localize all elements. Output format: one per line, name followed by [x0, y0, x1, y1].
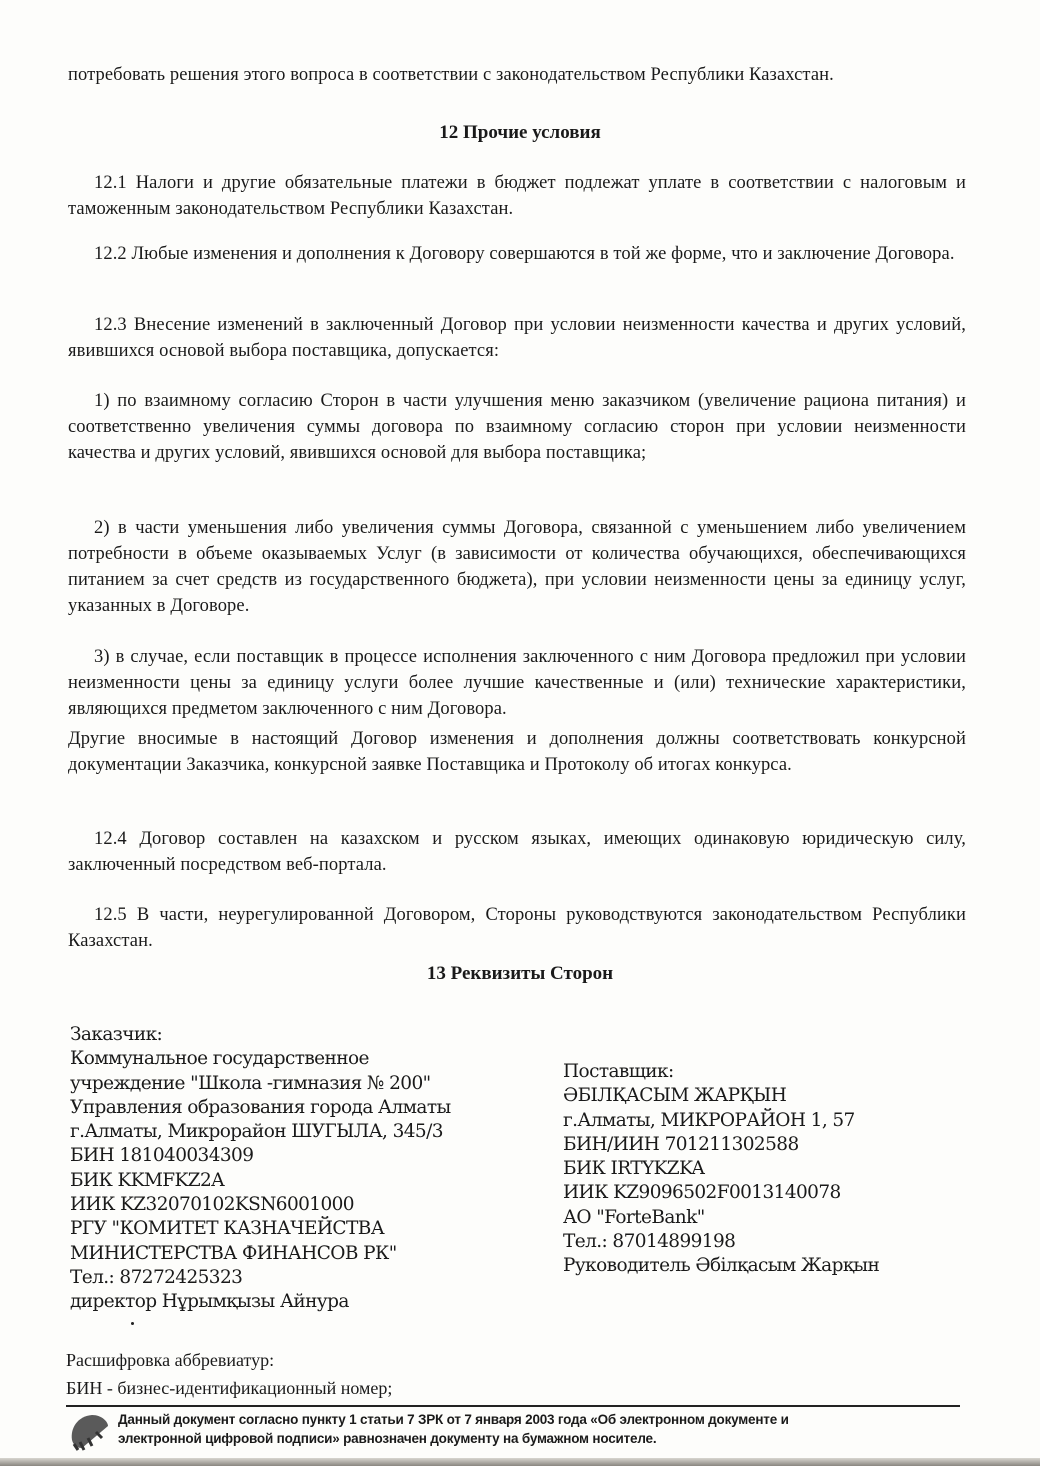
clause-12-1-text: 12.1 Налоги и другие обязательные платежи в бюджет подлежат уплате в соответствии с налоговым и таможенным законодательством Республики Казахстан. — [68, 173, 966, 219]
clause-12-3-item-1 — [68, 388, 966, 466]
customer-org-line-3: Управления образования города Алматы — [70, 1096, 451, 1118]
abbreviation-item: БИН - бизнес-идентификационный номер; — [66, 1378, 393, 1398]
abbreviations-title: Расшифровка аббревиатур: — [66, 1350, 275, 1370]
customer-address: г.Алматы, Микрорайон ШУГЫЛА, 345/3 — [70, 1121, 443, 1143]
clause-12-5-text: 12.5 В части, неурегулированной Договором, Стороны руководствуются законодательством Республики Казахстан. — [68, 905, 966, 951]
supplier-bik: БИК IRTYKZKA — [563, 1158, 705, 1180]
supplier-label: Поставщик: — [563, 1061, 674, 1082]
supplier-bin-iin: БИН/ИИН 701211302588 — [563, 1133, 799, 1155]
clause-12-3 — [68, 312, 966, 364]
customer-requisites — [70, 1023, 451, 1315]
customer-iik: ИИК KZ32070102KSN6001000 — [70, 1194, 354, 1216]
supplier-address: г.Алматы, МИКРОРАЙОН 1, 57 — [563, 1109, 855, 1131]
footer-divider — [66, 1405, 960, 1407]
supplier-head: Руководитель Әбілқасым Жарқын — [563, 1255, 880, 1277]
customer-bank-line-1: РГУ "КОМИТЕТ КАЗНАЧЕЙСТВА — [70, 1218, 385, 1240]
clause-12-4-text: 12.4 Договор составлен на казахском и русском языках, имеющих одинаковую юридическую силу, заключенный посредством веб-портала. — [68, 829, 966, 875]
supplier-phone: Тел.: 87014899198 — [563, 1231, 736, 1253]
clause-12-3-item-3 — [68, 644, 966, 722]
intro-text: потребовать решения этого вопроса в соответствии с законодательством Республики Казахстан. — [68, 65, 834, 85]
clause-12-3-continuation — [68, 726, 966, 778]
item-3-text: 3) в случае, если поставщик в процессе исполнения заключенного с ним Договора предложил при условии неизменности цены за единицу услуги более лучшие качественные и (или) технические характеристики, являющихся предметом заключенного с ним Договора. — [68, 647, 966, 719]
clause-12-5 — [68, 902, 966, 954]
section-13-title: 13 Реквизиты Сторон — [426, 963, 614, 984]
item-3-cont-text: Другие вносимые в настоящий Договор изменения и дополнения должны соответствовать конкурсной документации Заказчика, конкурсной заявке Поставщика и Протоколу об итогах конкурса. — [68, 729, 966, 775]
supplier-iik: ИИК KZ9096502F0013140078 — [563, 1182, 841, 1204]
customer-director: директор Нұрымқызы Айнура — [70, 1291, 349, 1313]
customer-phone: Тел.: 87272425323 — [70, 1266, 243, 1288]
stray-mark — [131, 1322, 134, 1325]
footer-line-2: электронной цифровой подписи» равнозначен документу на бумажном носителе. — [118, 1431, 657, 1446]
customer-bin: БИН 181040034309 — [70, 1145, 254, 1167]
supplier-name: ӘБІЛҚАСЫМ ЖАРҚЫН — [563, 1085, 787, 1107]
clause-12-1 — [68, 170, 966, 222]
page-edge-shadow — [0, 1458, 1040, 1466]
footer-line-1: Данный документ согласно пункту 1 статьи 7 ЗРК от 7 января 2003 года «Об электронном документе и — [118, 1412, 789, 1427]
clause-12-2 — [68, 241, 966, 267]
customer-label: Заказчик: — [70, 1024, 163, 1045]
clause-12-2-text: 12.2 Любые изменения и дополнения к Договору совершаются в той же форме, что и заключение Договора. — [94, 244, 955, 264]
clause-12-3-text: 12.3 Внесение изменений в заключенный Договор при условии неизменности качества и других условий, явившихся основой выбора поставщика, допускается: — [68, 315, 966, 361]
item-2-text: 2) в части уменьшения либо увеличения суммы Договора, связанной с уменьшением либо увеличением потребности в объеме оказываемых Услуг (в зависимости от количества обучающихся, обеспечивающихся питанием за счет средств из государственного бюджета), при условии неизменности цены за единицу услуг, указанных в Договоре. — [68, 518, 966, 616]
item-1-text: 1) по взаимному согласию Сторон в части улучшения меню заказчиком (увеличение рациона питания) и соответственно увеличения суммы договора по взаимному согласию сторон при условии неизменности качества и других условий, явившихся основой для выбора поставщика; — [68, 391, 966, 463]
clause-12-3-item-2 — [68, 515, 966, 619]
e-gov-emblem-icon — [68, 1410, 112, 1454]
supplier-bank: АО "ForteBank" — [563, 1206, 705, 1228]
customer-org-line-2: учреждение "Школа -гимназия № 200" — [70, 1072, 431, 1094]
customer-org-line-1: Коммунальное государственное — [70, 1048, 369, 1070]
clause-12-4 — [68, 826, 966, 878]
supplier-requisites — [563, 1060, 879, 1279]
customer-bank-line-2: МИНИСТЕРСТВА ФИНАНСОВ РК" — [70, 1242, 397, 1264]
intro-continuation — [68, 62, 966, 88]
footer-legal-notice — [118, 1410, 958, 1448]
section-12-title: 12 Прочие условия — [439, 122, 601, 143]
customer-bik: БИК KKMFKZ2A — [70, 1169, 224, 1191]
